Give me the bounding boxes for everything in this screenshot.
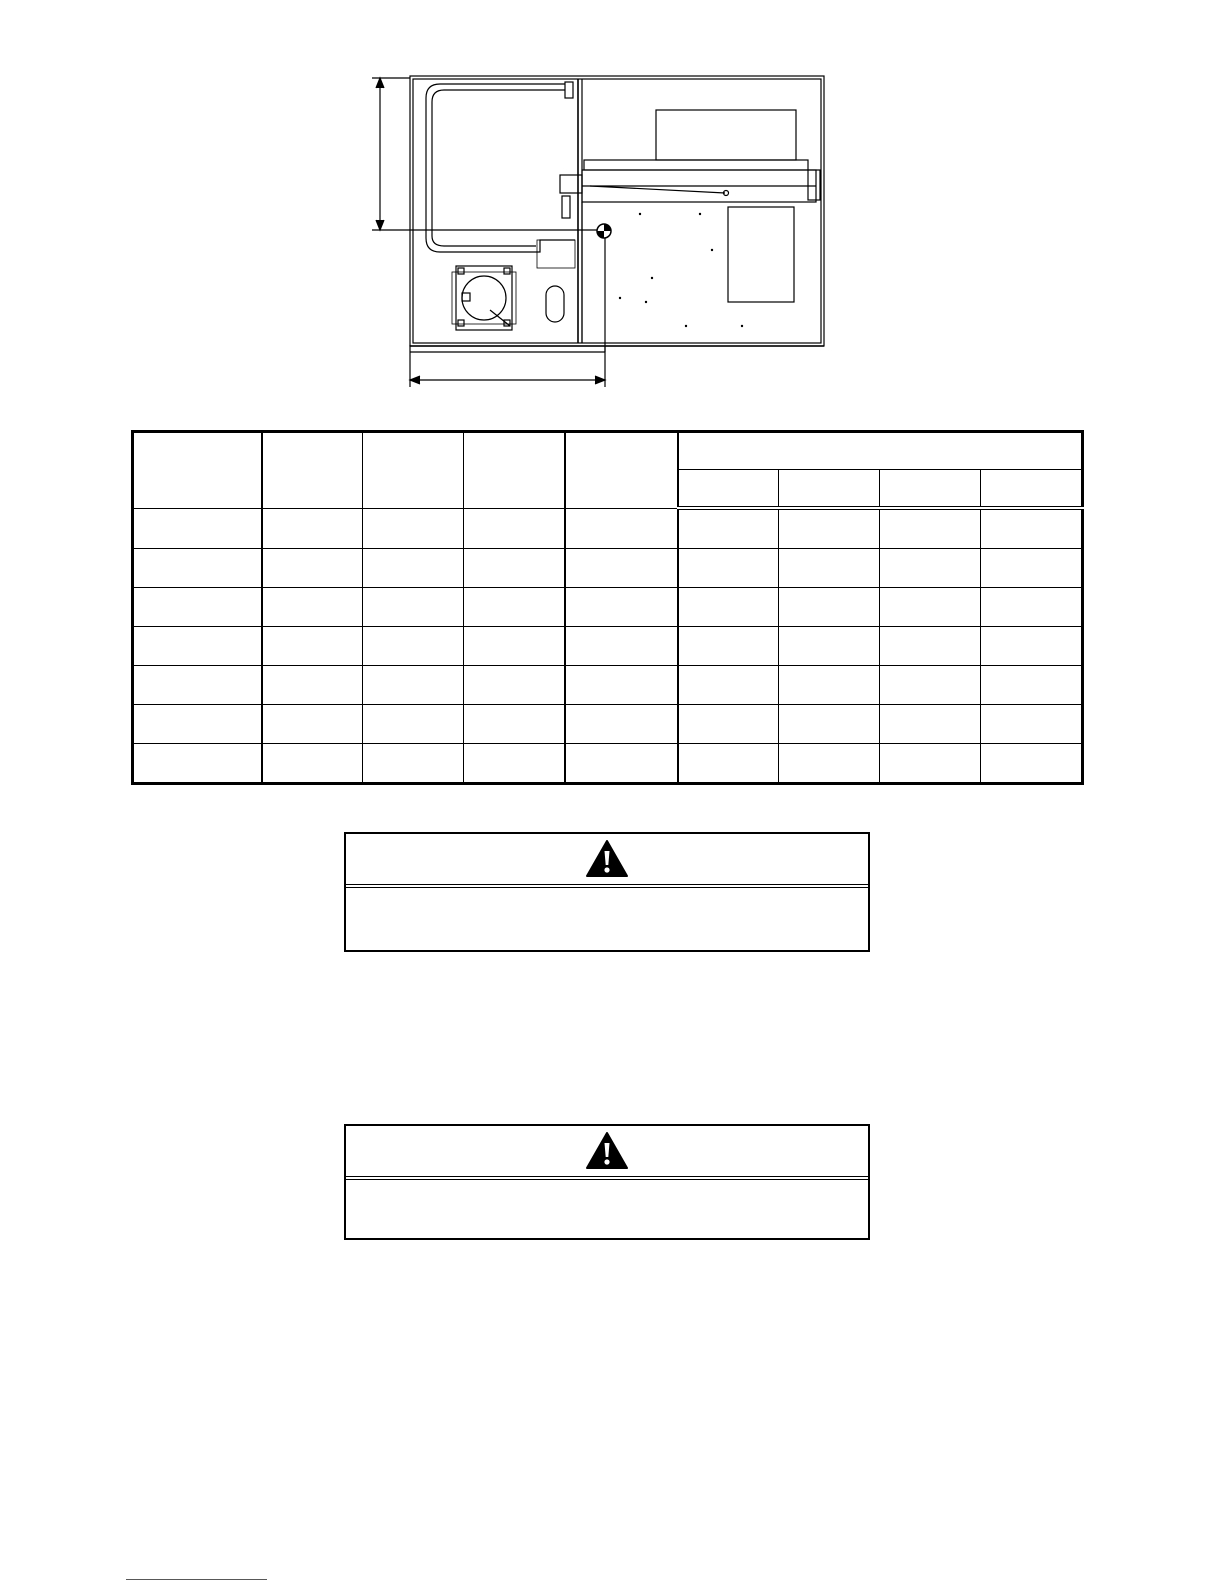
table-cell — [981, 627, 1083, 666]
table-cell — [981, 744, 1083, 784]
table-cell — [678, 705, 779, 744]
warning-box — [344, 1124, 870, 1240]
table-cell — [262, 627, 363, 666]
table-subheader-cell — [981, 470, 1083, 509]
table-cell — [981, 508, 1083, 549]
warning-box — [344, 832, 870, 952]
table-row — [133, 705, 1083, 744]
table-row — [133, 508, 1083, 549]
table-cell — [565, 744, 678, 784]
table-cell — [363, 588, 464, 627]
table-cell — [464, 705, 565, 744]
table-cell — [779, 549, 880, 588]
table-cell — [464, 508, 565, 549]
table-cell — [779, 744, 880, 784]
table-cell — [678, 588, 779, 627]
unit-top-view-drawing — [370, 66, 830, 396]
table-cell — [133, 508, 262, 549]
table-cell — [363, 549, 464, 588]
table-cell — [678, 627, 779, 666]
table-cell — [880, 588, 981, 627]
table-cell — [779, 627, 880, 666]
table-cell — [262, 705, 363, 744]
specification-table — [131, 430, 1084, 785]
table-header-cell — [464, 432, 565, 509]
table-row — [133, 666, 1083, 705]
table-cell — [565, 588, 678, 627]
table-row — [133, 744, 1083, 784]
heater-bar — [584, 160, 808, 170]
table-cell — [981, 588, 1083, 627]
table-row — [133, 549, 1083, 588]
table-cell — [565, 508, 678, 549]
warning-body — [346, 888, 868, 950]
table-cell — [363, 627, 464, 666]
warning-body — [346, 1180, 868, 1238]
table-cell — [678, 666, 779, 705]
warning-triangle-icon — [585, 839, 629, 879]
table-cell — [262, 744, 363, 784]
table-cell — [880, 508, 981, 549]
table-subheader-cell — [880, 470, 981, 509]
table-header-cell — [565, 432, 678, 509]
table-cell — [981, 705, 1083, 744]
table-cell — [981, 666, 1083, 705]
table-cell — [262, 549, 363, 588]
warning-triangle-icon — [585, 1131, 629, 1171]
table-header-cell — [262, 432, 363, 509]
warning-header — [346, 834, 868, 888]
table-cell — [133, 549, 262, 588]
table-cell — [678, 744, 779, 784]
table-cell — [565, 627, 678, 666]
table-cell — [464, 588, 565, 627]
table-cell — [133, 666, 262, 705]
table-cell — [880, 627, 981, 666]
table-cell — [464, 666, 565, 705]
table-cell — [779, 705, 880, 744]
table-cell — [133, 588, 262, 627]
table-body — [133, 508, 1083, 784]
table-cell — [981, 549, 1083, 588]
footer-link[interactable] — [126, 1579, 267, 1580]
table-subheader-cell — [678, 470, 779, 509]
center-of-gravity-icon — [597, 224, 611, 238]
upper-panel — [656, 110, 796, 160]
table-cell — [779, 666, 880, 705]
table-cell — [565, 705, 678, 744]
table-cell — [262, 508, 363, 549]
table-cell — [133, 627, 262, 666]
table-cell — [880, 549, 981, 588]
table-cell — [133, 705, 262, 744]
table-cell — [779, 588, 880, 627]
table-header-cell — [363, 432, 464, 509]
table-cell — [565, 549, 678, 588]
table-cell — [363, 508, 464, 549]
table-cell — [363, 705, 464, 744]
table-row — [133, 588, 1083, 627]
warning-header — [346, 1126, 868, 1180]
table-header-cell — [133, 432, 262, 509]
table-cell — [464, 549, 565, 588]
table-cell — [133, 744, 262, 784]
table-cell — [464, 627, 565, 666]
table-group-header — [678, 432, 1083, 470]
table-cell — [262, 588, 363, 627]
table-cell — [880, 705, 981, 744]
table-cell — [678, 508, 779, 549]
table-cell — [464, 744, 565, 784]
table-cell — [565, 666, 678, 705]
table-cell — [880, 666, 981, 705]
cabinet-outline — [410, 76, 824, 346]
table-cell — [779, 508, 880, 549]
table-cell — [363, 666, 464, 705]
table-cell — [262, 666, 363, 705]
table-cell — [678, 549, 779, 588]
access-slot — [546, 286, 564, 322]
blower-wheel — [462, 276, 506, 320]
table-cell — [880, 744, 981, 784]
lower-panel — [728, 207, 794, 302]
table-subheader-cell — [779, 470, 880, 509]
table-row — [133, 627, 1083, 666]
table-cell — [363, 744, 464, 784]
